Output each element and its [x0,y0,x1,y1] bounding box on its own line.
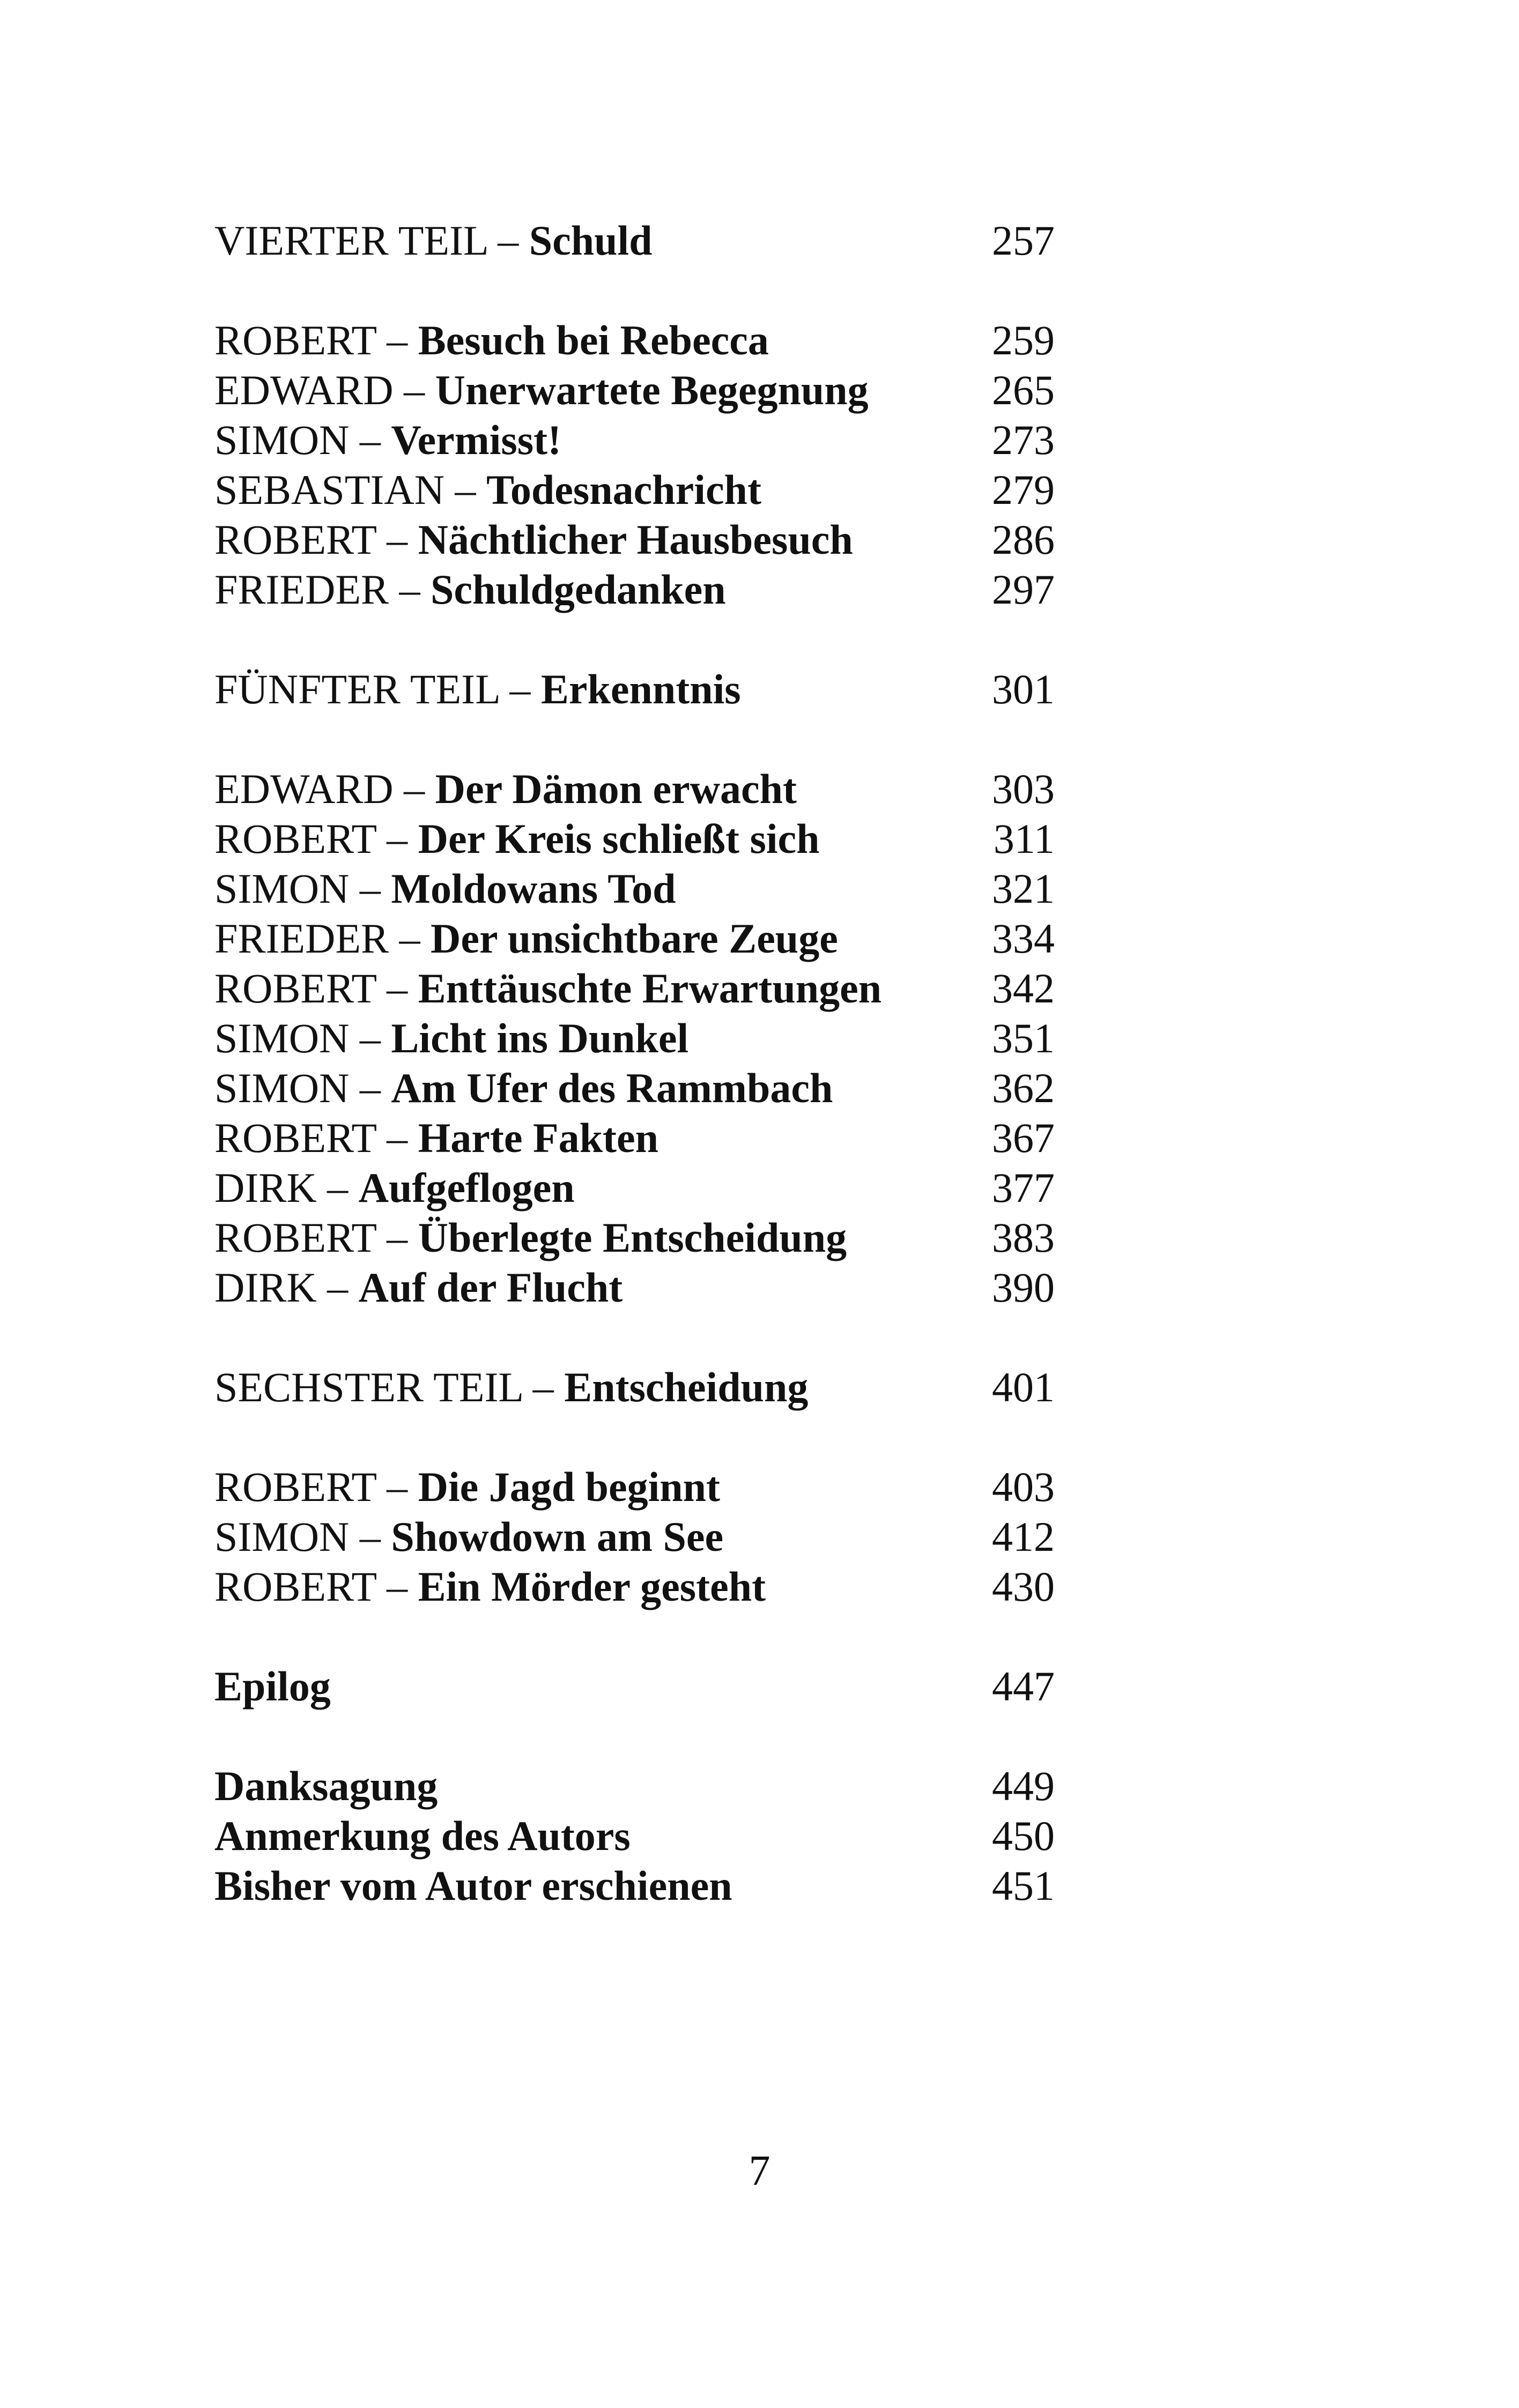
toc-entry [214,1113,1083,1163]
toc-entry-prefix: DIRK – [214,1164,359,1211]
toc-entry [214,963,1083,1013]
toc-entry-prefix: EDWARD – [214,765,435,812]
toc-entry-page: 367 [992,1114,1055,1161]
toc-entry-page: 334 [992,915,1055,962]
toc-entry [214,664,1083,714]
toc-entry-page: 303 [992,765,1055,812]
toc-entry-title: Vermisst! [391,417,562,463]
toc-entry-prefix: ROBERT – [214,317,418,363]
toc-entry-prefix: ROBERT – [214,1214,418,1261]
toc-entry-prefix: ROBERT – [214,1563,418,1610]
toc-entry-title: Überlegte Entscheidung [418,1214,847,1261]
toc-entry-label [214,365,869,415]
toc-entry [214,764,1083,814]
toc-entry-prefix: ROBERT – [214,1114,418,1161]
toc-entry-prefix: DIRK – [214,1264,359,1311]
toc-entry-title: Besuch bei Rebecca [418,317,769,363]
toc-entry-label [214,764,797,814]
toc-entry-page: 259 [992,317,1055,363]
toc-entry-page: 377 [992,1164,1055,1211]
toc-entry [214,1462,1083,1512]
toc-entry-label [214,1013,688,1063]
toc-entry-page: 257 [992,217,1055,264]
toc-entry [214,1811,1083,1861]
toc-entry-prefix: SIMON – [214,1065,391,1111]
table-of-contents [214,215,1083,1911]
toc-entry-page: 265 [992,367,1055,413]
toc-entry-title: Auf der Flucht [358,1264,623,1311]
toc-entry-label [214,465,761,515]
toc-entry-title: Epilog [214,1663,331,1710]
section-spacer [214,1711,1083,1761]
toc-entry [214,1761,1083,1811]
toc-entry-label [214,564,726,614]
toc-entry [214,415,1083,465]
toc-entry-label [214,913,838,963]
toc-entry [214,564,1083,614]
toc-entry-label [214,1113,658,1163]
toc-entry-label [214,1562,766,1611]
page-number: 7 [749,2147,770,2195]
section-spacer [214,614,1083,664]
toc-entry-label [214,1861,732,1911]
toc-entry-page: 301 [992,666,1055,712]
section-spacer [214,1611,1083,1661]
toc-entry-page: 297 [992,566,1055,613]
toc-entry-prefix: EDWARD – [214,367,435,413]
toc-entry-title: Danksagung [214,1763,438,1809]
toc-entry-prefix: SIMON – [214,865,391,912]
toc-entry-label [214,415,561,465]
toc-entry-label [214,1661,331,1711]
toc-entry-page: 383 [992,1214,1055,1261]
toc-entry [214,315,1083,365]
toc-entry-prefix: ROBERT – [214,965,418,1012]
toc-entry [214,1661,1083,1711]
toc-entry-label [214,864,676,913]
toc-entry-title: Schuldgedanken [431,566,726,613]
toc-entry-prefix: SEBASTIAN – [214,466,487,513]
toc-entry-page: 279 [992,466,1055,513]
toc-entry-page: 286 [992,516,1055,563]
toc-entry-label [214,1761,438,1811]
toc-entry [214,864,1083,913]
toc-entry [214,1562,1083,1611]
toc-entry-page: 390 [992,1264,1055,1311]
toc-entry [214,1262,1083,1312]
toc-entry-title: Harte Fakten [418,1114,658,1161]
toc-entry-title: Der unsichtbare Zeuge [431,915,838,962]
toc-entry-label [214,963,881,1013]
toc-entry-label [214,1362,808,1412]
toc-entry-title: Aufgeflogen [358,1164,575,1211]
toc-entry-label [214,1163,575,1213]
toc-entry-title: Die Jagd beginnt [418,1463,721,1510]
toc-entry-page: 430 [992,1563,1055,1610]
toc-entry-title: Entscheidung [564,1364,809,1410]
toc-entry-title: Unerwartete Begegnung [435,367,869,413]
toc-entry-page: 321 [992,865,1055,912]
toc-entry-title: Der Kreis schließt sich [418,815,820,862]
toc-entry-label [214,1512,723,1562]
toc-entry-prefix: ROBERT – [214,1463,418,1510]
toc-entry [214,1063,1083,1113]
toc-entry [214,515,1083,564]
section-spacer [214,1312,1083,1362]
toc-entry-title: Schuld [529,217,653,264]
toc-entry-prefix: FRIEDER – [214,566,431,613]
toc-entry [214,1512,1083,1562]
toc-entry-title: Anmerkung des Autors [214,1812,631,1859]
toc-entry-page: 447 [992,1663,1055,1710]
section-spacer [214,265,1083,315]
toc-entry [214,1362,1083,1412]
toc-entry [214,465,1083,515]
toc-entry-page: 450 [992,1812,1055,1859]
toc-entry-label [214,315,769,365]
toc-entry [214,1013,1083,1063]
toc-entry-prefix: VIERTER TEIL – [214,217,529,264]
toc-entry [214,215,1083,265]
toc-entry-label [214,1462,720,1512]
toc-entry-title: Der Dämon erwacht [435,765,797,812]
toc-entry-label [214,1063,833,1113]
toc-entry-page: 412 [992,1513,1055,1560]
toc-entry-title: Nächtlicher Hausbesuch [418,516,853,563]
toc-entry-prefix: ROBERT – [214,516,418,563]
toc-entry-page: 273 [992,417,1055,463]
toc-entry [214,1861,1083,1911]
toc-entry-title: Am Ufer des Rammbach [391,1065,833,1111]
toc-entry-page: 451 [992,1862,1055,1909]
toc-entry-page: 449 [992,1763,1055,1809]
toc-entry-page: 342 [992,965,1055,1012]
toc-entry-label [214,215,653,265]
toc-entry-prefix: SIMON – [214,1513,391,1560]
toc-entry-page: 401 [992,1364,1055,1410]
toc-entry [214,814,1083,864]
toc-entry [214,913,1083,963]
toc-entry-page: 403 [992,1463,1055,1510]
toc-entry-page: 311 [993,815,1055,862]
toc-entry-title: Showdown am See [391,1513,724,1560]
toc-entry-prefix: FRIEDER – [214,915,431,962]
section-spacer [214,1412,1083,1462]
toc-entry-prefix: FÜNFTER TEIL – [214,666,541,712]
toc-entry-label [214,814,820,864]
toc-entry-page: 351 [992,1015,1055,1061]
toc-entry-title: Enttäuschte Erwartungen [418,965,882,1012]
toc-entry [214,1163,1083,1213]
toc-entry-label [214,1811,631,1861]
toc-entry-title: Bisher vom Autor erschienen [214,1862,732,1909]
toc-entry [214,1213,1083,1262]
section-spacer [214,714,1083,764]
toc-entry-prefix: SECHSTER TEIL – [214,1364,565,1410]
toc-entry-label [214,1213,847,1262]
toc-entry-prefix: SIMON – [214,1015,391,1061]
toc-entry-title: Todesnachricht [486,466,761,513]
toc-entry-prefix: ROBERT – [214,815,418,862]
toc-entry-label [214,515,853,564]
toc-entry-label [214,664,741,714]
toc-entry-prefix: SIMON – [214,417,391,463]
toc-entry-title: Ein Mörder gesteht [418,1563,766,1610]
toc-entry-title: Licht ins Dunkel [391,1015,689,1061]
toc-entry-label [214,1262,623,1312]
toc-entry-title: Erkenntnis [540,666,741,712]
toc-entry-title: Moldowans Tod [391,865,676,912]
toc-entry-page: 362 [992,1065,1055,1111]
toc-entry [214,365,1083,415]
